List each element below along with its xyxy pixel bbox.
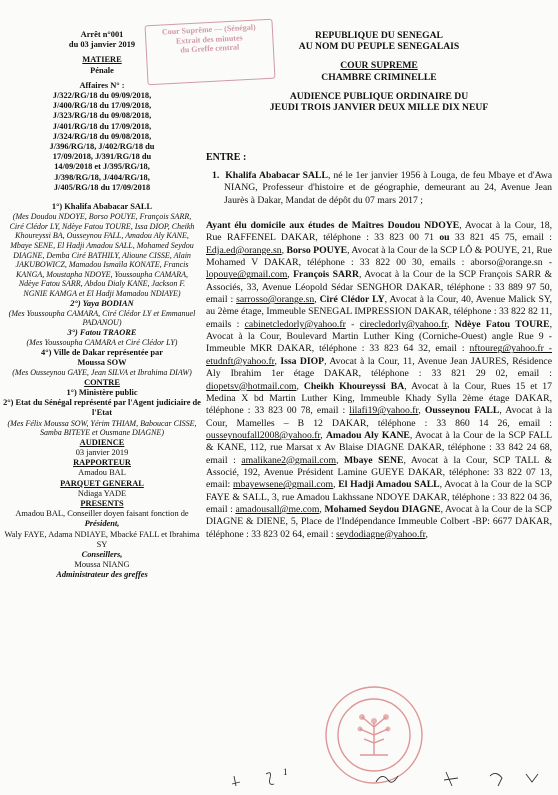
affaire-item: J/401/RG/18 du 17/09/2018, — [52, 121, 152, 131]
stamp-line: du Greffe central — [180, 42, 240, 55]
demandeur-3 — [2, 328, 202, 348]
entre-label: ENTRE : — [206, 152, 247, 163]
email-link[interactable]: cirecledorly@yahoo.fr — [359, 318, 448, 330]
email-link[interactable]: mbayewsene@gmail.com — [232, 479, 334, 491]
lawyer-details: 33 821 45 75, email : — [449, 232, 552, 244]
header-date: JEUDI TROIS JANVIER DEUX MILLE DIX NEUF — [269, 102, 489, 114]
header-chambre: CHAMBRE CRIMINELLE — [321, 71, 437, 83]
party-lawyers: (Mes Félix Moussa SOW, Yérim THIAM, Baboucar CISSE, Samba BITEYE et Ousmane DIAGNE) — [7, 418, 197, 438]
party-name: 3°) Fatou TRAORE — [67, 327, 137, 337]
party-name: 1°) Khalifa Ababacar SALL — [51, 202, 153, 212]
affaire-item: J/322/RG/18 du 09/09/2018, — [52, 91, 152, 101]
lawyer-details: , Avocat à la Cour, Boulevard Martin Luther King (Corniche-Ouest) angle Rue 9 - Immeuble MKR DAKAR, téléphone : 33 823 64 32, email : — [206, 318, 552, 355]
main-text-column — [206, 30, 553, 540]
lawyer-details: , Avocat à la Cour, 40, Avenue Malick SY, au 2ème étage, Immeuble SENEGAL IMPRESSION DAKAR, téléphone : 33 822 82 11, emails : — [206, 294, 553, 330]
stamp-line: Extrait des minutes — [175, 32, 243, 46]
lawyer-name: Borso POUYE — [286, 244, 348, 256]
email-link[interactable]: amalikane2@gmail.com — [241, 454, 337, 466]
affaire-item: J/400/RG/18 du 17/09/2018, — [52, 101, 152, 111]
lawyer-details: , Avocat à la Cour de la SCP DIAGNE & DIENE, 5, Place de l'Indépendance Immeuble Colbert -BP: 6677 DAKAR, téléphone : 33 823 02 64, email : — [206, 503, 552, 540]
demandeur-4 — [2, 348, 202, 378]
affaire-item: 17/09/2018, J/391/RG/18 du — [52, 152, 152, 162]
president-role: Président, — [84, 519, 120, 529]
item-number: 1. — [212, 170, 220, 181]
lawyer-details: , Avocat à la Cour de la SCP LÔ & POUYE, 21, Rue Mohamed V DAKAR, téléphone : 33 822 00 30, emails : aborso@orange.sn - — [206, 244, 552, 269]
counsel-intro: Ayant élu domicile aux études de Maîtres — [206, 220, 388, 232]
affaire-item: J/405/RG/18 du 17/09/2018 — [53, 182, 151, 192]
header-republique: REPUBLIQUE DU SENEGAL — [315, 30, 443, 41]
affaires-label: Affaires N° : — [79, 80, 125, 90]
lawyer-name: El Hadji Amadou SALL — [338, 479, 440, 491]
email-link[interactable]: Edja.ed@orange.sn — [206, 244, 282, 256]
affaires-list — [2, 91, 202, 193]
audience-value: 03 janvier 2019 — [75, 447, 129, 457]
lawyer-name: Mohamed Seydou DIAGNE — [324, 503, 441, 515]
defendeur-1 — [2, 388, 202, 398]
body-text — [206, 170, 552, 541]
presents-label: PRESENTS — [80, 499, 124, 508]
arret-date: du 03 janvier 2019 — [68, 40, 136, 50]
party-lawyers: (Mes Doudou NDOYE, Borso POUYE, François SARR, Ciré Clédor LY, Ndèye Fatou TOURE, Issa DIOP, Cheikh Khoureyssi BA, Ousseynou FALL, Amadou Aly KANE, Mbaye SENE, El Hadji Amadou SALL, Mohamed Seydou DIAGNE, Demba Ciré BATHILY, Alioune CISSE, Alain JAKUBOWICZ, Mamadou Ismaïla KONATE, Francis KANGA, Moustapha NDOYE, Youssoupha CAMARA, Ndèye Fatou SARR, Abdou Dialy KANE, Jackson F. NGNIE KAMGA et El Hadji Mamadou NDIAYE) — [9, 212, 195, 298]
lawyer-details: , Avocat à la Cour de la SCP FALL & KANE, 112, rue Marsat x Av Blaise DIAGNE DAKAR, téléphone : 33 842 24 68, email : — [206, 429, 553, 466]
party-1-paragraph — [206, 170, 552, 207]
party-name: Khalifa Ababacar SALL — [225, 170, 328, 181]
email-link[interactable]: diopetsv@hotmail.com — [206, 380, 297, 392]
lawyer-name: Ciré Clédor LY — [319, 294, 385, 306]
matiere-label: MATIERE — [82, 55, 122, 65]
lawyer-name: François SARR — [293, 269, 359, 281]
audience-label: AUDIENCE — [79, 437, 125, 447]
lawyer-name: Doudou NDOYE — [387, 220, 460, 232]
stamp-line: Cour Suprême — (Sénégal) — [161, 22, 256, 37]
lawyer-details: , Avocat à la Cour, SCP TALL & Associé, 192, Avenue Président Lamine GUEYE DAKAR, téléphone: 33 822 07 13, email: — [206, 454, 553, 491]
lawyer-details: , Avocat à la Cour, Rues 15 et 17 Medina X bd Martin Luther King, Immeuble Khady Sylla 2ème étage DAKAR, téléphone : 33 823 00 78, email : — [206, 380, 552, 417]
lawyer-details: , Avocat à la Cour, 11, Avenue Jean JAURES, Résidence Aly Ibrahim 1er étage DAKAR, téléphone : 33 821 29 02, email : — [206, 355, 553, 380]
parquet-label: PARQUET GENERAL — [60, 478, 144, 488]
affaire-item: 14/09/2018 et J/395/RG/18, — [54, 162, 150, 172]
conjunction: ou — [439, 232, 450, 244]
presents-text: Amadou BAL, Conseiller doyen faisant fonction de — [15, 509, 189, 519]
party-lawyers: (Mes Youssoupha CAMARA et Ciré Clédor LY) — [26, 338, 178, 348]
initials-signatures — [226, 768, 556, 790]
email-link[interactable]: lopouye@gmail.com — [206, 269, 288, 281]
demandeur-2 — [2, 299, 202, 328]
email-link[interactable]: cabinetcledorly@yahoo.fr — [244, 318, 346, 330]
email-link[interactable]: seydodiagne@yahoo.fr — [335, 528, 426, 540]
matiere-value: Pénale — [90, 65, 114, 75]
punctuation: , — [425, 528, 428, 540]
affaire-item: J/398/RG/18, J/404/RG/18, — [54, 172, 150, 182]
header-cour: COUR SUPREME — [340, 60, 418, 72]
arret-number: Arrêt n°001 — [80, 30, 124, 39]
email-link[interactable]: ousseynoufall2008@yahoo.fr — [206, 429, 321, 441]
defendeur-2 — [2, 398, 202, 438]
email-link[interactable]: lilafi19@yahoo.fr — [349, 405, 419, 417]
party-name: 2°) Etat du Sénégal représenté par l'Agent judiciaire de l'Etat — [3, 398, 201, 418]
counsel-paragraph: Ayant élu domicile aux études de Maîtres Doudou NDOYE, Avocat à la Cour, 18, Rue RAFFENEL DAKAR, téléphone : 33 823 00 71 ou 33 821 45 75, email : Edja.ed@orange.sn, Borso POUYE, Avocat à la Cour de la SCP LÔ & POUYE, 21, Rue Mohamed V DAKAR, téléphone : 33 822 00 30, emails : aborso@orange.sn - lopouye@gmail.com, François SARR, Avocat à la Cour de la SCP François SARR & Associés, 33, Avenue Léopold Sédar SENGHOR DAKAR, téléphone : 33 889 97 50, email : sarrosso@orange.sn, Ciré Clédor LY, Avocat à la Cour, 40, Avenue Malick SY, au 2ème étage, Immeuble SENEGAL IMPRESSION DAKAR, téléphone : 33 822 82 11, emails : cabinetcledorly@yahoo.fr - cirecledorly@yahoo.fr, Ndèye Fatou TOURE, Avocat à la Cour, Boulevard Martin Luther King (Corniche-Ouest) angle Rue 9 - Immeuble MKR DAKAR, téléphone : 33 823 64 32, email : nftoureg@yahoo.fr -etudnft@yahoo.fr, Issa DIOP, Avocat à la Cour, 11, Avenue Jean JAURES, Résidence Aly Ibrahim 1er étage DAKAR, téléphone : 33 821 29 02, email : diopetsv@hotmail.com, Cheikh Khoureyssi BA, Avocat à la Cour, Rues 15 et 17 Medina X bd Martin Luther King, Immeuble Khady Sylla 2ème étage DAKAR, téléphone : 33 823 00 78, email : lilafi19@yahoo.fr, Ousseynou FALL, Avocat à la Cour, Mamelles – B 12 DAKAR, téléphone : 33 860 14 26, email : ousseynoufall2008@yahoo.fr, Amadou Aly KANE, Avocat à la Cour de la SCP FALL & KANE, 112, rue Marsat x Av Blaise DIAGNE DAKAR, téléphone : 33 842 24 68, email : amalikane2@gmail.com, Mbaye SENE, Avocat à la Cour, SCP TALL & Associé, 192, Avenue Président Lamine GUEYE DAKAR, téléphone: 33 822 07 13, email: mbayewsene@gmail.com, El Hadji Amadou SALL, Avocat à la Cour de la SCP FAYE & SALL, 3, rue Amadou Lakhssane NDOYE DAKAR, téléphone : 33 822 04 36, email : amadousall@me.com, Mohamed Seydou DIAGNE, Avocat à la Cour de la SCP DIAGNE & DIENE, 5, Place de l'Indépendance Immeuble Colbert -BP: 6677 DAKAR, téléphone : 33 823 02 64, email : seydodiagne@yahoo.fr, — [206, 220, 553, 540]
affaire-item: J/396/RG/18, J/402/RG/18 du — [49, 142, 155, 152]
email-link[interactable]: amadousall@me.com — [235, 503, 320, 515]
lawyer-details: , Avocat à la Cour, Mamelles – B 12 DAKAR, téléphone : 33 860 14 26, email : — [206, 405, 553, 429]
affaire-item: J/323/RG/18 du 09/08/2018, — [52, 111, 152, 121]
rapporteur-label: RAPPORTEUR — [73, 458, 131, 468]
affaire-item: J/324/RG/18 du 09/08/2018, — [52, 131, 152, 141]
lawyer-name: Mbaye SENE — [344, 454, 404, 466]
case-summary-column — [2, 30, 202, 581]
presents-conseillers: Waly FAYE, Adama NDIAYE, Mbacké FALL et Ibrahima SY — [4, 529, 200, 549]
party-name-representative: Moussa SOW — [77, 357, 127, 367]
lawyer-name: Cheikh Khoureyssi BA — [303, 380, 405, 392]
rapporteur-value: Amadou BAL — [78, 468, 126, 478]
lawyer-details: , Avocat à la Cour de la SCP François SARR & Associés, 33, Avenue Léopold Sédar SENGHOR DAKAR, téléphone : 33 889 97 50, email : — [206, 269, 553, 306]
contre-label: CONTRE — [84, 377, 120, 387]
greffier-role: Administrateur des greffes — [56, 570, 148, 580]
lawyer-details: , Avocat à la Cour de la SCP FAYE & SALL, 3, rue Amadou Lakhssane NDOYE DAKAR, téléphone : 33 822 04 36, email : — [206, 479, 552, 515]
page-number: 1 — [283, 767, 288, 777]
party-name: 4°) Ville de Dakar représentée par — [41, 347, 163, 357]
lawyer-name: Issa DIOP — [280, 355, 325, 367]
party-lawyers: (Mes Youssoupha CAMARA, Ciré Clédor LY et Emmanuel PADANOU) — [8, 308, 196, 328]
greffier-name: Moussa NIANG — [74, 560, 130, 570]
party-details: , né le 1er janvier 1956 à Louga, de feu Mbaye et d'Awa NIANG, Professeur d'histoire et de géographie, demeurant au 24, Avenue Jean Jaurès à Dakar, Mandat de dépôt du 07 mars 2017 ; — [224, 170, 553, 206]
email-link[interactable]: nftoureg@yahoo.fr -etudnft@yahoo.fr — [206, 343, 553, 367]
parquet-value: Ndiaga YADE — [77, 488, 127, 498]
party-name: 1°) Ministère public — [66, 387, 138, 397]
lawyer-name: Ousseynou FALL — [424, 405, 500, 417]
conseillers-role: Conseillers, — [81, 550, 123, 560]
document-header — [206, 30, 552, 113]
lawyer-name: Ndèye Fatou TOURE — [454, 318, 550, 330]
party-lawyers: (Mes Ousseynou GAYE, Jean SILVA et Ibrahima DIAW) — [12, 368, 192, 378]
header-audience: AUDIENCE PUBLIQUE ORDINAIRE DU — [289, 90, 469, 102]
party-name: 2°) Yaya BODIAN — [70, 298, 134, 308]
lawyer-name: Amadou Aly KANE — [325, 429, 410, 441]
demandeur-1 — [2, 202, 202, 299]
email-link[interactable]: sarrosso@orange.sn — [236, 294, 315, 306]
lawyer-details: , Avocat à la Cour, 18, Rue RAFFENEL DAKAR, téléphone : 33 823 00 71 — [206, 220, 552, 244]
header-peuple: AU NOM DU PEUPLE SENEGALAIS — [298, 41, 460, 53]
